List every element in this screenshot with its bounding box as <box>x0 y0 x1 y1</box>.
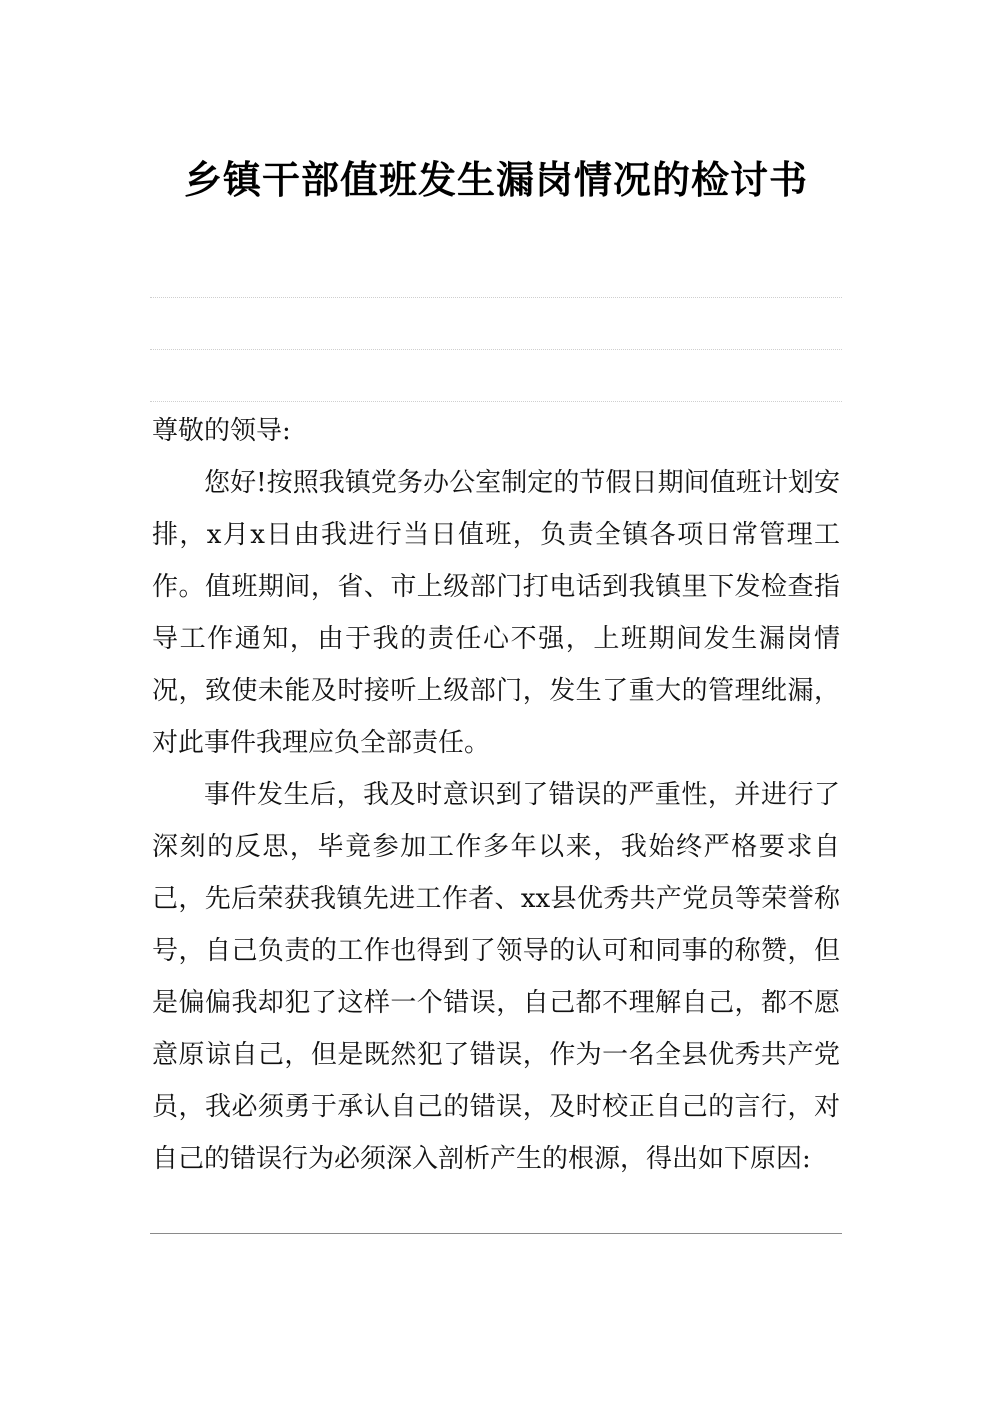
salutation: 尊敬的领导: <box>152 416 291 446</box>
divider-line <box>150 349 842 350</box>
divider-line <box>150 401 842 402</box>
document-title: 乡镇干部值班发生漏岗情况的检讨书 <box>183 157 808 202</box>
paragraph: 您好!按照我镇党务办公室制定的节假日期间值班计划安排，x月x日由我进行当日值班，负责全镇各项日常管理工作。值班期间，省、市上级部门打电话到我镇里下发检查指导工作通知，由于我的责任心不强，上班期间发生漏岗情况，致使未能及时接听上级部门，发生了重大的管理纰漏，对此事件我理应负全部责任。 <box>152 468 840 758</box>
document-body <box>152 405 840 1185</box>
page-bottom-rule <box>150 1233 842 1234</box>
paragraph: 事件发生后，我及时意识到了错误的严重性，并进行了深刻的反思，毕竟参加工作多年以来，我始终严格要求自己，先后荣获我镇先进工作者、xx县优秀共产党员等荣誉称号，自己负责的工作也得到了领导的认可和同事的称赞，但是偏偏我却犯了这样一个错误，自己都不理解自己，都不愿意原谅自己，但是既然犯了错误，作为一名全县优秀共产党员，我必须勇于承认自己的错误，及时校正自己的言行，对自己的错误行为必须深入剖析产生的根源，得出如下原因: <box>152 780 840 1174</box>
divider-line <box>150 297 842 298</box>
